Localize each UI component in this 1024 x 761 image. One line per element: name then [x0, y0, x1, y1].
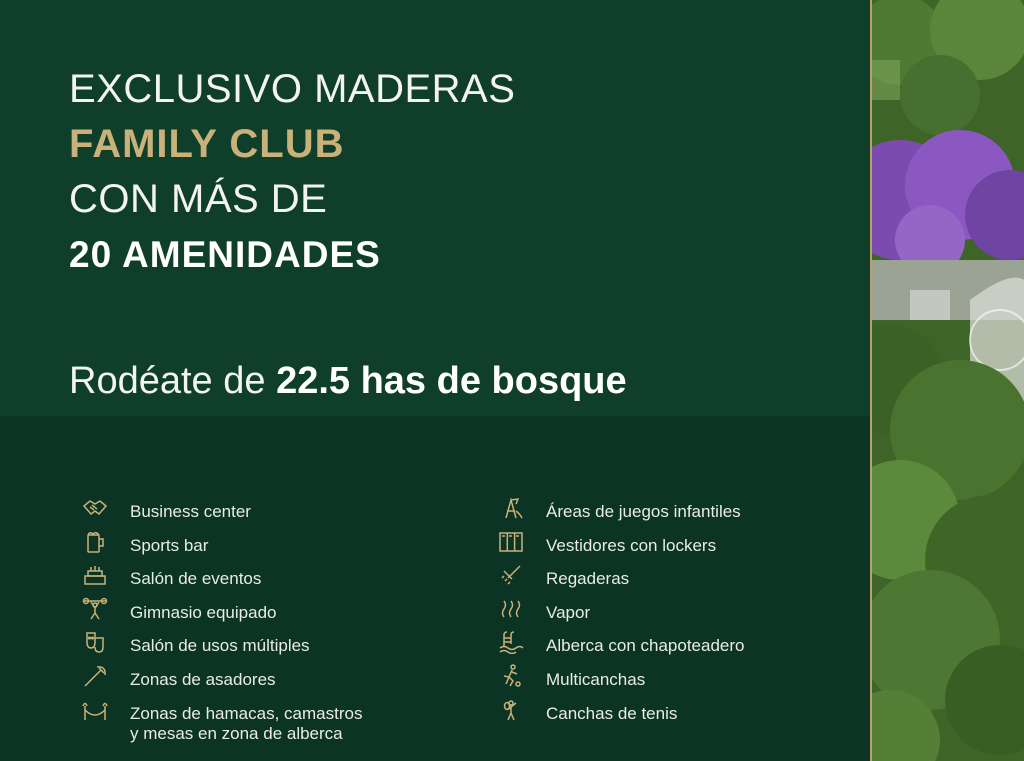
amenity-label-line-1: Zonas de hamacas, camastros	[130, 703, 363, 723]
amenity-usos-multiples	[80, 629, 460, 663]
soccer-player-icon	[496, 663, 526, 689]
amenity-vestidores	[496, 529, 856, 563]
playground-icon	[496, 495, 526, 521]
amenity-asadores	[80, 663, 460, 697]
amenity-label: Vapor	[546, 602, 591, 622]
weightlifter-icon	[80, 596, 110, 622]
amenity-label	[130, 697, 362, 744]
amenity-label: Multicanchas	[546, 669, 646, 689]
subline	[69, 360, 627, 403]
headline-line-1: EXCLUSIVO MADERAS	[69, 67, 516, 111]
headline-line-3: CON MÁS DE	[69, 177, 328, 221]
amenity-label: Salón de eventos	[130, 569, 262, 589]
handshake-icon	[80, 495, 110, 521]
headline-line-2: FAMILY CLUB	[69, 122, 345, 166]
forest-illustration	[870, 0, 1024, 761]
beer-mug-icon	[80, 529, 110, 555]
amenity-multicanchas	[496, 663, 856, 697]
amenity-label: Gimnasio equipado	[130, 602, 277, 622]
amenity-label: Vestidores con lockers	[546, 535, 717, 555]
amenity-hamacas	[80, 697, 460, 741]
amenity-label: Canchas de tenis	[546, 703, 678, 723]
amenities-list-right	[496, 495, 856, 730]
subline-prefix: Rodéate de	[69, 360, 277, 402]
gold-divider	[870, 0, 872, 761]
pool-icon	[496, 629, 526, 655]
amenity-alberca	[496, 629, 856, 663]
lockers-icon	[496, 529, 526, 555]
amenity-juegos-infantiles	[496, 495, 856, 529]
headline-line-4: 20 AMENIDADES	[69, 234, 381, 275]
amenity-label: Alberca con chapoteadero	[546, 636, 745, 656]
hammock-icon	[80, 697, 110, 723]
forest-photo	[870, 0, 1024, 761]
masks-icon	[80, 629, 110, 655]
amenities-list-left	[80, 495, 460, 741]
amenity-regaderas	[496, 562, 856, 596]
grill-icon	[80, 663, 110, 689]
tennis-player-icon	[496, 697, 526, 723]
amenity-label: Zonas de asadores	[130, 669, 276, 689]
subline-emphasis: 22.5 has de bosque	[276, 360, 627, 402]
amenity-label: Regaderas	[546, 569, 630, 589]
amenity-tenis	[496, 697, 856, 731]
amenity-gimnasio	[80, 596, 460, 630]
amenity-label-line-2: y mesas en zona de alberca	[130, 723, 343, 743]
amenity-business-center	[80, 495, 460, 529]
amenity-label: Salón de usos múltiples	[130, 636, 310, 656]
steam-icon	[496, 596, 526, 622]
amenity-label: Áreas de juegos infantiles	[546, 502, 741, 521]
shower-icon	[496, 562, 526, 588]
amenity-label: Business center	[130, 502, 251, 521]
headline	[69, 62, 515, 282]
amenity-label: Sports bar	[130, 535, 209, 555]
amenity-sports-bar	[80, 529, 460, 563]
cake-icon	[80, 562, 110, 588]
amenity-vapor	[496, 596, 856, 630]
amenity-salon-eventos	[80, 562, 460, 596]
